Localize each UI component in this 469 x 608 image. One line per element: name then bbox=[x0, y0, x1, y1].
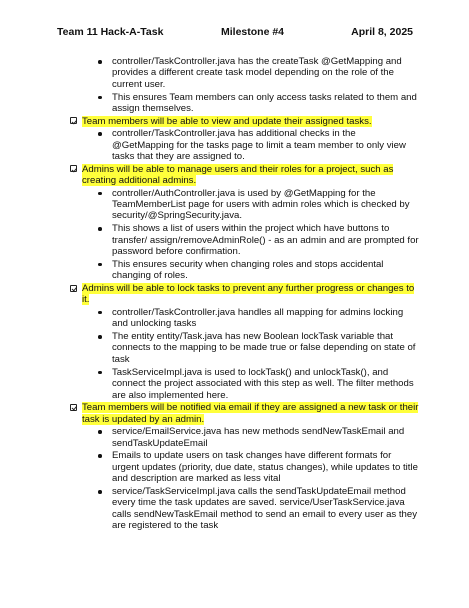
document-body bbox=[70, 56, 420, 533]
bullet-dot-icon bbox=[98, 132, 102, 136]
task-heading-text: Team members will be notified via email if they are assigned a new task or their task is updated by an admin. bbox=[82, 402, 419, 425]
list-item bbox=[98, 367, 420, 401]
bullet-text: controller/AuthController.java is used by @GetMapping for the TeamMemberList page for users with admin roles which is checked by security/@SpringSecurity.java. bbox=[112, 187, 410, 222]
task-heading bbox=[70, 116, 420, 127]
task-heading-text: Team members will be able to view and update their assigned tasks. bbox=[82, 115, 372, 127]
checked-box-icon bbox=[70, 404, 77, 411]
list-item bbox=[98, 128, 420, 162]
section-lock-tasks bbox=[70, 283, 420, 401]
bullet-dot-icon bbox=[98, 430, 102, 434]
list-item bbox=[98, 486, 420, 532]
bullet-dot-icon bbox=[98, 371, 102, 375]
bullet-dot-icon bbox=[98, 192, 102, 196]
checked-box-icon bbox=[70, 117, 77, 124]
task-heading bbox=[70, 164, 420, 187]
bullet-list bbox=[70, 128, 420, 162]
header-milestone: Milestone #4 bbox=[221, 26, 285, 38]
bullet-text: This shows a list of users within the project which have buttons to transfer/ assign/removeAdminRole() - as an admin and are prompted for password before confirmation. bbox=[112, 223, 419, 258]
list-item bbox=[98, 426, 420, 449]
bullet-text: TaskServiceImpl.java is used to lockTask() and unlockTask(), and connect the project associated with this step as well. The filter methods are also implemented here. bbox=[112, 366, 414, 401]
bullet-dot-icon bbox=[98, 311, 102, 315]
checked-box-icon bbox=[70, 285, 77, 292]
bullet-list bbox=[70, 426, 420, 531]
section-email-notifications bbox=[70, 402, 420, 531]
checked-box-icon bbox=[70, 165, 77, 172]
bullet-text: service/TaskServiceImpl.java calls the sendTaskUpdateEmail method every time the task updates are saved. service/UserTaskService.java calls sendNewTaskEmail method to send an email to every user as they are registered to the task bbox=[112, 485, 418, 532]
bullet-dot-icon bbox=[98, 96, 102, 100]
bullet-text: controller/TaskController.java has the createTask @GetMapping and provides a different create task model depending on the role of the current user. bbox=[112, 56, 402, 90]
task-heading-text: Admins will be able to lock tasks to prevent any further progress or changes to it. bbox=[82, 283, 415, 306]
bullet-dot-icon bbox=[98, 60, 102, 64]
bullet-dot-icon bbox=[98, 454, 102, 458]
task-heading bbox=[70, 402, 420, 425]
list-item bbox=[98, 259, 420, 282]
list-item bbox=[98, 450, 420, 484]
page-header bbox=[57, 26, 413, 40]
bullet-list bbox=[70, 307, 420, 401]
header-team-name: Team 11 Hack-A-Task bbox=[57, 26, 164, 38]
task-heading bbox=[70, 283, 420, 306]
bullet-text: This ensures security when changing roles and stops accidental changing of roles. bbox=[112, 258, 384, 282]
intro-bullet-list bbox=[70, 56, 420, 114]
bullet-dot-icon bbox=[98, 490, 102, 494]
list-item bbox=[98, 56, 420, 90]
list-item bbox=[98, 92, 420, 115]
list-item bbox=[98, 307, 420, 330]
list-item bbox=[98, 188, 420, 222]
bullet-text: This ensures Team members can only access tasks related to them and assign themselves. bbox=[112, 91, 417, 115]
bullet-text: controller/TaskController.java handles all mapping for admins locking and unlocking tasks bbox=[112, 306, 404, 330]
bullet-text: controller/TaskController.java has additional checks in the @GetMapping for the tasks page to limit a team member to only view tasks that they are assigned to. bbox=[112, 128, 406, 163]
bullet-dot-icon bbox=[98, 263, 102, 267]
bullet-text: Emails to update users on task changes have different formats for urgent updates (priority, due date, status changes), while updates to title and description are marked as less vital bbox=[112, 450, 418, 485]
bullet-dot-icon bbox=[98, 335, 102, 339]
bullet-list bbox=[70, 188, 420, 282]
bullet-dot-icon bbox=[98, 227, 102, 231]
section-view-update-tasks bbox=[70, 116, 420, 163]
list-item bbox=[98, 331, 420, 365]
section-manage-users bbox=[70, 164, 420, 282]
header-date: April 8, 2025 bbox=[351, 26, 413, 38]
bullet-text: service/EmailService.java has new methods sendNewTaskEmail and sendTaskUpdateEmail bbox=[112, 426, 405, 449]
bullet-text: The entity entity/Task.java has new Boolean lockTask variable that connects to the mapping to be made true or false depending on state of task bbox=[112, 331, 416, 365]
task-heading-text: Admins will be able to manage users and their roles for a project, such as creating additional admins. bbox=[82, 163, 394, 187]
list-item bbox=[98, 223, 420, 257]
